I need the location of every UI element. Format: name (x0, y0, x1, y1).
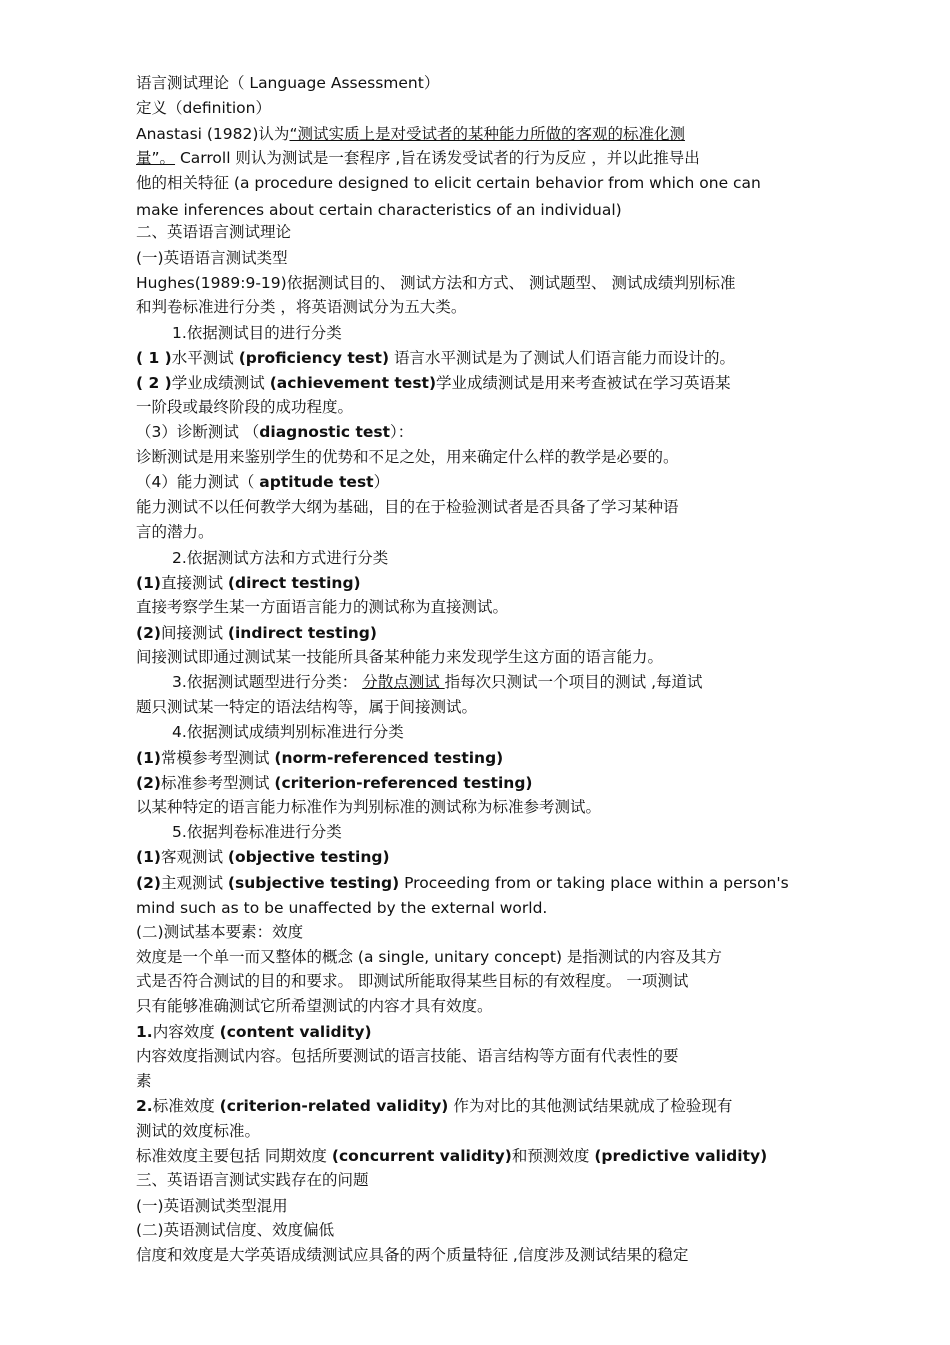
item-name: 标准参考型测试 (160, 774, 275, 792)
item-number: (1) (136, 574, 161, 592)
section-3-2-heading: (二)英语测试信度、效度偏低 (136, 1221, 335, 1239)
discrete-point-term: 分散点测试 (362, 673, 445, 691)
item-desc: 语言水平测试是为了测试人们语言能力而设计的。 (389, 349, 735, 367)
section-2-2-heading: (二)测试基本要素：效度 (136, 923, 304, 941)
item-english: (indirect testing) (227, 624, 377, 642)
item-number: (1) (136, 848, 161, 866)
item-english: (concurrent validity) (331, 1147, 512, 1165)
item-suffix: ） (373, 473, 390, 491)
validity-desc-1: 效度是一个单一而又整体的概念 (a single, unitary concept) 是指测试的内容及其方 (136, 948, 722, 966)
indirect-testing-line (136, 623, 826, 643)
item-english: (criterion-referenced testing) (274, 774, 533, 792)
content-validity-desc-2: 素 (136, 1072, 152, 1090)
item-name: 直接测试 (160, 574, 228, 592)
criterion-desc: 以某种特定的语言能力标准作为判别标准的测试称为标准参考测试。 (136, 798, 602, 816)
item-number: 1. (136, 1023, 153, 1041)
item-name: 客观测试 (160, 848, 228, 866)
class-1-heading: 1.依据测试目的进行分类 (172, 324, 342, 342)
item-english: diagnostic test (259, 423, 391, 441)
class-5-heading: 5.依据判卷标准进行分类 (172, 823, 342, 841)
class-3-line (172, 672, 826, 692)
anastasi-line (136, 124, 826, 144)
class-4-heading: 4.依据测试成绩判别标准进行分类 (172, 723, 404, 741)
item-english: (achievement test) (269, 374, 437, 392)
aptitude-desc-2: 言的潜力。 (136, 523, 214, 541)
item-english: (subjective testing) (227, 874, 400, 892)
hughes-line-1: Hughes(1989:9-19)依据测试目的、 测试方法和方式、 测试题型、 测试成绩判别标准 (136, 274, 736, 292)
item-name: 学业成绩测试 (171, 374, 270, 392)
item-name: 水平测试 (171, 349, 239, 367)
item-name: （3）诊断测试 （ (136, 423, 260, 441)
carroll-line-3: make inferences about certain characteristics of an individual) (136, 201, 622, 219)
item-english: aptitude test (259, 473, 374, 491)
item-desc: 标准效度主要包括 同期效度 (136, 1147, 332, 1165)
content-validity-line (136, 1022, 826, 1042)
criterion-validity-types (136, 1146, 826, 1166)
item-name: 主观测试 (160, 874, 228, 892)
content-validity-desc: 内容效度指测试内容。包括所要测试的语言技能、语言结构等方面有代表性的要 (136, 1047, 679, 1065)
section-3-heading: 三、英语语言测试实践存在的问题 (136, 1171, 369, 1189)
indirect-testing-desc: 间接测试即通过测试某一技能所具备某种能力来发现学生这方面的语言能力。 (136, 648, 664, 666)
item-name: 常模参考型测试 (160, 749, 275, 767)
class-3-heading: 3.依据测试题型进行分类： (172, 673, 363, 691)
objective-testing-line (136, 847, 826, 867)
direct-testing-desc: 直接考察学生某一方面语言能力的测试称为直接测试。 (136, 598, 509, 616)
aptitude-line (136, 472, 826, 492)
definition-heading: 定义（definition） (136, 99, 271, 117)
subjective-testing-line (136, 873, 826, 893)
item-number: ( 1 ) (136, 349, 172, 367)
item-name: 内容效度 (152, 1023, 220, 1041)
quote-continuation: 量”。 (136, 149, 176, 167)
item-number: (2) (136, 624, 161, 642)
item-desc: Proceeding from or taking place within a person's (399, 874, 789, 892)
item-english: (proficiency test) (238, 349, 390, 367)
item-english: (norm-referenced testing) (274, 749, 504, 767)
item-desc: 学业成绩测试是用来考查被试在学习英语某 (436, 374, 731, 392)
carroll-line-2: 他的相关特征 (a procedure designed to elicit certain behavior from which one can (136, 174, 761, 192)
diagnostic-desc: 诊断测试是用来鉴别学生的优势和不足之处，用来确定什么样的教学是必要的。 (136, 448, 679, 466)
item-desc: 和预测效度 (511, 1147, 595, 1165)
item-english: (criterion-related validity) (219, 1097, 449, 1115)
criterion-validity-line (136, 1096, 826, 1116)
diagnostic-line (136, 422, 826, 442)
item-suffix: ）： (390, 423, 414, 441)
anastasi-quote: “测试实质上是对受试者的某种能力所做的客观的标准化测 (289, 125, 685, 143)
class-2-heading: 2.依据测试方法和方式进行分类 (172, 549, 389, 567)
carroll-text: Carroll 则认为测试是一套程序 ,旨在诱发受试者的行为反应 ，并以此推导出 (175, 149, 700, 167)
anastasi-author: Anastasi (1982)认为 (136, 125, 290, 143)
section-2-1-heading: (一)英语语言测试类型 (136, 249, 288, 267)
item-number: ( 2 ) (136, 374, 172, 392)
achievement-line-2: 一阶段或最终阶段的成功程度。 (136, 398, 354, 416)
direct-testing-line (136, 573, 826, 593)
item-english: (objective testing) (227, 848, 390, 866)
criterion-validity-desc-2: 测试的效度标准。 (136, 1122, 261, 1140)
hughes-line-2: 和判卷标准进行分类 ，将英语测试分为五大类。 (136, 298, 467, 316)
subjective-testing-line-2: mind such as to be unaffected by the external world. (136, 899, 548, 917)
doc-title: 语言测试理论（ Language Assessment） (136, 74, 440, 92)
norm-referenced-line (136, 748, 826, 768)
validity-desc-2: 式是否符合测试的目的和要求。 即测试所能取得某些目标的有效程度。 一项测试 (136, 972, 689, 990)
criterion-referenced-line (136, 773, 826, 793)
item-number: (2) (136, 774, 161, 792)
class-3-line-2: 题只测试某一特定的语法结构等，属于间接测试。 (136, 698, 478, 716)
item-number: 2. (136, 1097, 153, 1115)
item-name: 标准效度 (152, 1097, 220, 1115)
item-number: (1) (136, 749, 161, 767)
proficiency-line (136, 348, 826, 368)
item-english: (predictive validity) (594, 1147, 768, 1165)
class-3-desc: 指每次只测试一个项目的测试 ,每道试 (444, 673, 703, 691)
item-number: (2) (136, 874, 161, 892)
item-name: （4）能力测试（ (136, 473, 260, 491)
section-3-2-desc: 信度和效度是大学英语成绩测试应具备的两个质量特征 ,信度涉及测试结果的稳定 (136, 1246, 689, 1264)
item-desc: 作为对比的其他测试结果就成了检验现有 (448, 1097, 733, 1115)
item-english: (content validity) (219, 1023, 372, 1041)
item-english: (direct testing) (227, 574, 361, 592)
section-2-heading: 二、英语语言测试理论 (136, 223, 292, 241)
carroll-line (136, 148, 826, 168)
validity-desc-3: 只有能够准确测试它所希望测试的内容才具有效度。 (136, 997, 493, 1015)
achievement-line (136, 373, 826, 393)
section-3-1-heading: (一)英语测试类型混用 (136, 1197, 288, 1215)
aptitude-desc: 能力测试不以任何教学大纲为基础，目的在于检验测试者是否具备了学习某种语 (136, 498, 679, 516)
item-name: 间接测试 (160, 624, 228, 642)
